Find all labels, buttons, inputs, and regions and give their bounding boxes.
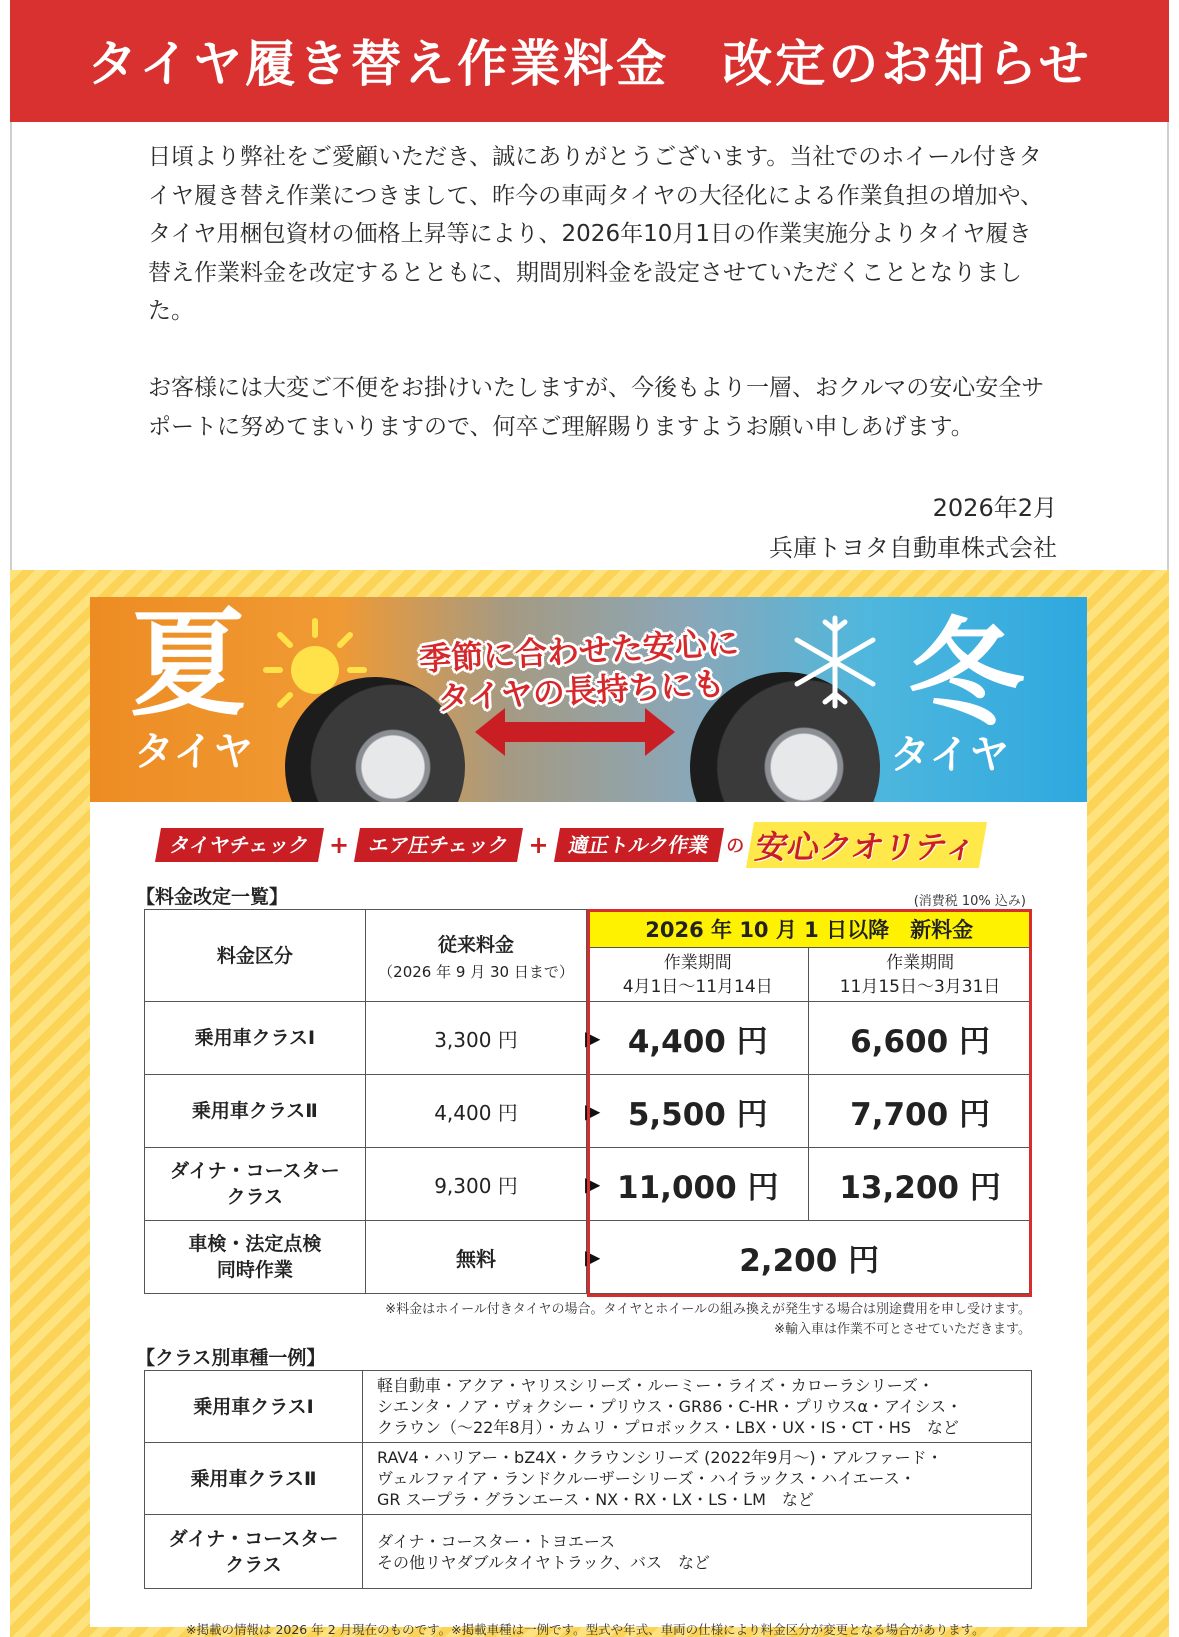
new-fee-period-2: 13,200 円 [809,1148,1032,1221]
period-2: 11月15日～3月31日 [839,976,1001,997]
new-fee-period-1: 5,500 円 [587,1075,809,1148]
tax-note: (消費税 10% 込み) [913,894,1026,909]
signature-block [769,488,1057,568]
tag-torque-work: 適正トルク作業 [554,828,724,862]
arrow-icon: ▶ [584,1245,601,1269]
old-fee-title: 従来料金 [437,933,514,956]
new-fee-both-periods: 2,200 円 [587,1221,1032,1294]
arrow-icon: ▶ [584,1172,601,1196]
period-label: 作業期間 [886,952,955,973]
class-label [145,1515,363,1589]
new-fee-period-2: 7,700 円 [809,1075,1032,1148]
header-old-fee [365,910,587,1002]
summer-kanji: 夏 [130,597,246,732]
table-row [145,1075,1032,1148]
models-line-3: クラウン（～22年8月）・カムリ・プロボックス・LBX・UX・IS・CT・HS など [377,1418,959,1437]
plus-sign: + [528,831,549,859]
old-fee-value: 4,400 円 [434,1100,518,1125]
row-label: 乗用車クラスⅡ [145,1075,366,1148]
period-label: 作業期間 [663,952,732,973]
old-fee [365,1221,601,1294]
winter-tire-label: タイヤ [890,732,1010,778]
models-line-2: シエンタ・ノア・ヴォクシー・プリウス・GR86・C-HR・プリウスα・アイシス・ [377,1397,963,1416]
frame-right-border [1167,122,1169,572]
tag-air-check: エア圧チェック [354,828,523,862]
notice-date: 2026年2月 [932,494,1057,522]
table-row [145,1515,1032,1589]
new-fee-period-2: 6,600 円 [809,1002,1032,1075]
class-label-line-1: ダイナ・コースター [168,1527,339,1550]
row-label-line-2: 同時作業 [216,1259,293,1281]
class-models [363,1371,1032,1443]
class-table [144,1370,1032,1589]
summer-tire-label: タイヤ [134,729,254,775]
fee-note-2: ※輸入車は作業不可とさせていただきます。 [774,1322,1031,1337]
old-fee [365,1148,601,1221]
quality-particle: の [726,836,745,857]
footnote: ※掲載の情報は 2026 年 2 月現在のものです。※掲載車種は一例です。型式や年式、車両の仕様により料金区分が変更となる場合があります。 [186,1622,985,1637]
period-summer [587,948,809,1002]
fee-note-1: ※料金はホイール付きタイヤの場合。タイヤとホイールの組み換えが発生する場合は別途費用を申し受けます。 [385,1302,1031,1317]
fee-table [144,909,1032,1294]
tag-tire-check: タイヤチェック [155,828,324,862]
class-label: 乗用車クラスⅡ [145,1443,363,1515]
old-fee-sub: （2026 年 9 月 30 日まで） [378,962,574,981]
row-label: 乗用車クラスⅠ [145,1002,366,1075]
intro-paragraph-2: お客様には大変ご不便をお掛けいたしますが、今後もより一層、おクルマの安心安全サポートに努めてまいりますので、何卒ご理解賜りますようお願い申しあげます。 [148,375,1045,440]
catchphrase-line-1: 季節に合わせた安心に [418,623,740,679]
old-fee-value: 3,300 円 [434,1027,518,1052]
models-line-1: ダイナ・コースター・トヨエース [377,1531,616,1551]
frame-left-border [10,122,12,572]
class-label-line-2: クラス [225,1553,282,1576]
old-fee-value: 9,300 円 [434,1173,518,1198]
row-label [145,1148,366,1221]
row-label [145,1221,366,1294]
table-row [145,1221,1032,1294]
table-row [145,1002,1032,1075]
fee-section-title: 【料金改定一覧】 [136,886,289,908]
period-1: 4月1日～11月14日 [622,976,773,997]
old-fee [365,1075,601,1148]
arrow-icon: ▶ [584,1026,601,1050]
intro-paragraph-1: 日頃より弊社をご愛顧いただき、誠にありがとうございます。当社でのホイール付きタイヤ履き替え作業につきまして、昨今の車両タイヤの大径化による作業負担の増加や、タイヤ用梱包資材の価格上昇等により、2026年10月1日の作業実施分よりタイヤ履き替え作業料金を改定するとともに、期間別料金を設定させていただくこととなりました。 [148,144,1044,324]
plus-sign: + [329,831,350,859]
table-row [145,1148,1032,1221]
fee-notes [385,1300,1031,1340]
winter-kanji: 冬 [908,607,1024,742]
models-line-1: 軽自動車・アクア・ヤリスシリーズ・ルーミー・ライズ・カローラシリーズ・ [377,1376,934,1395]
row-label-line-1: 車検・法定点検 [188,1233,322,1255]
arrow-icon: ▶ [584,1099,601,1123]
class-section-title: 【クラス別車種一例】 [136,1347,326,1369]
quality-headline: 安心クオリティ [746,822,987,868]
header-category: 料金区分 [145,910,366,1002]
new-fee-period-1: 11,000 円 [587,1148,809,1221]
class-models [363,1443,1032,1515]
class-label: 乗用車クラスⅠ [145,1371,363,1443]
models-line-2: その他リヤダブルタイヤトラック、バス など [377,1552,710,1572]
company-name: 兵庫トヨタ自動車株式会社 [769,534,1057,562]
season-banner [90,597,1087,802]
row-label-line-1: ダイナ・コースター [169,1160,340,1182]
new-fee-period-1: 4,400 円 [587,1002,809,1075]
models-line-1: RAV4・ハリアー・bZ4X・クラウンシリーズ (2022年9月～)・アルファード・ [377,1448,943,1467]
table-row [145,1443,1032,1515]
page-title: タイヤ履き替え作業料金 改定のお知らせ [10,0,1169,122]
header-new-fee: 2026 年 10 月 1 日以降 新料金 [587,910,1032,948]
catchphrase-line-2: タイヤの長持ちにも [436,664,726,718]
snowflake-icon [785,612,885,712]
old-fee-value: 無料 [456,1246,496,1271]
period-winter [809,948,1032,1002]
quality-strip [158,823,983,867]
models-line-3: GR スープラ・グランエース・NX・RX・LX・LS・LM など [377,1490,814,1509]
table-row [145,1371,1032,1443]
models-line-2: ヴェルファイア・ランドクルーザーシリーズ・ハイラックス・ハイエース・ [377,1469,916,1488]
intro-text [148,138,1048,485]
old-fee [365,1002,601,1075]
row-label-line-2: クラス [226,1186,284,1208]
class-models [363,1515,1032,1589]
